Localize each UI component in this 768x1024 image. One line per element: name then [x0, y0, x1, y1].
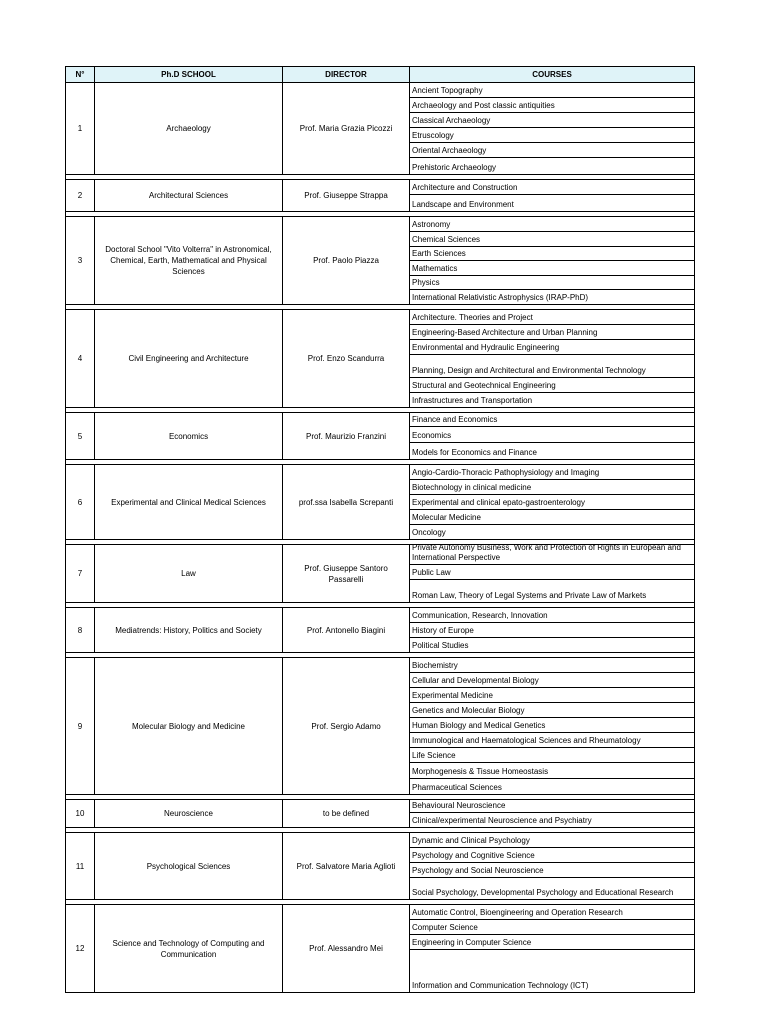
- row-number: 8: [65, 608, 94, 652]
- director-name: Prof. Paolo Piazza: [282, 217, 409, 304]
- director-name: to be defined: [282, 800, 409, 827]
- course-item: Archaeology and Post classic antiquities: [410, 98, 694, 113]
- row-number: 3: [65, 217, 94, 304]
- course-item: Architecture. Theories and Project: [410, 310, 694, 325]
- courses-cell: [409, 905, 695, 992]
- course-item: Infrastructures and Transportation: [412, 396, 533, 405]
- courses-cell: [409, 465, 695, 539]
- course-item: Biochemistry: [410, 658, 694, 673]
- course-item: Political Studies: [412, 641, 469, 650]
- course-item: Oncology: [412, 528, 446, 537]
- row-number: 4: [65, 310, 94, 407]
- courses-cell: [409, 83, 695, 174]
- course-item: Classical Archaeology: [410, 113, 694, 128]
- row-number: 9: [65, 658, 94, 794]
- course-item: Chemical Sciences: [410, 232, 694, 247]
- course-item: Experimental Medicine: [410, 688, 694, 703]
- course-item: History of Europe: [410, 623, 694, 638]
- director-name: Prof. Salvatore Maria Aglioti: [282, 833, 409, 899]
- course-item: Finance and Economics: [410, 413, 694, 427]
- course-item: Environmental and Hydraulic Engineering: [410, 340, 694, 355]
- school-name: Science and Technology of Computing and Communication: [94, 905, 282, 992]
- header-director: DIRECTOR: [282, 67, 409, 82]
- course-item: Oriental Archaeology: [410, 143, 694, 158]
- course-item: Physics: [410, 276, 694, 290]
- table-row: [65, 608, 695, 653]
- director-name: Prof. Maurizio Franzini: [282, 413, 409, 459]
- table-body: [65, 83, 695, 993]
- course-item: Models for Economics and Finance: [412, 448, 537, 457]
- director-name: Prof. Antonello Biagini: [282, 608, 409, 652]
- course-item: Public Law: [410, 565, 694, 580]
- course-item: Mathematics: [410, 261, 694, 276]
- courses-cell: [409, 217, 695, 304]
- table-row: [65, 545, 695, 603]
- course-item: Structural and Geotechnical Engineering: [410, 378, 694, 393]
- course-item: Etruscology: [410, 128, 694, 143]
- course-item: Earth Sciences: [410, 247, 694, 261]
- course-item: Pharmaceutical Sciences: [412, 783, 502, 792]
- director-name: Prof. Maria Grazia Picozzi: [282, 83, 409, 174]
- table-row: [65, 217, 695, 305]
- courses-cell: [409, 658, 695, 794]
- course-item: Human Biology and Medical Genetics: [410, 718, 694, 733]
- courses-cell: [409, 180, 695, 211]
- courses-cell: [409, 833, 695, 899]
- course-item: Economics: [410, 427, 694, 443]
- table-row: [65, 83, 695, 175]
- school-name: Architectural Sciences: [94, 180, 282, 211]
- courses-cell: [409, 608, 695, 652]
- courses-cell: [409, 413, 695, 459]
- course-item: Engineering-Based Architecture and Urban Planning: [410, 325, 694, 340]
- course-item: Angio-Cardio-Thoracic Pathophysiology and Imaging: [410, 465, 694, 480]
- table-row: [65, 465, 695, 540]
- phd-schools-table: [65, 66, 695, 993]
- course-item: Communication, Research, Innovation: [410, 608, 694, 623]
- school-name: Psychological Sciences: [94, 833, 282, 899]
- course-item: Dynamic and Clinical Psychology: [410, 833, 694, 848]
- course-item: Morphogenesis & Tissue Homeostasis: [410, 763, 694, 779]
- row-number: 7: [65, 545, 94, 602]
- row-number: 2: [65, 180, 94, 211]
- course-item: Planning, Design and Architectural and Environmental Technology: [410, 355, 694, 378]
- courses-cell: [409, 545, 695, 602]
- course-item: Psychology and Social Neuroscience: [410, 863, 694, 878]
- table-row: [65, 905, 695, 993]
- school-name: Law: [94, 545, 282, 602]
- course-item: Behavioural Neuroscience: [410, 800, 694, 813]
- course-item: Engineering in Computer Science: [410, 935, 694, 950]
- director-name: Prof. Enzo Scandurra: [282, 310, 409, 407]
- row-number: 6: [65, 465, 94, 539]
- school-name: Mediatrends: History, Politics and Society: [94, 608, 282, 652]
- director-name: Prof. Alessandro Mei: [282, 905, 409, 992]
- course-item: Information and Communication Technology (ICT): [412, 981, 589, 990]
- school-name: Archaeology: [94, 83, 282, 174]
- courses-cell: [409, 310, 695, 407]
- course-item: Landscape and Environment: [412, 200, 514, 209]
- course-item: Automatic Control, Bioengineering and Operation Research: [410, 905, 694, 920]
- school-name: Experimental and Clinical Medical Sciences: [94, 465, 282, 539]
- course-item: Life Science: [410, 748, 694, 763]
- course-item: Architecture and Construction: [410, 180, 694, 195]
- table-row: [65, 310, 695, 408]
- table-row: [65, 658, 695, 795]
- director-name: Prof. Giuseppe Santoro Passarelli: [282, 545, 409, 602]
- course-item: Computer Science: [410, 920, 694, 935]
- header-school: Ph.D SCHOOL: [94, 67, 282, 82]
- table-row: [65, 180, 695, 212]
- school-name: Molecular Biology and Medicine: [94, 658, 282, 794]
- course-item: Clinical/experimental Neuroscience and Psychiatry: [412, 816, 592, 825]
- school-name: Economics: [94, 413, 282, 459]
- row-number: 12: [65, 905, 94, 992]
- school-name: Civil Engineering and Architecture: [94, 310, 282, 407]
- course-item: Psychology and Cognitive Science: [410, 848, 694, 863]
- course-item: Molecular Medicine: [410, 510, 694, 525]
- course-item: Cellular and Developmental Biology: [410, 673, 694, 688]
- course-item: Private Autonomy Business, Work and Protection of Rights in European and International Perspective: [410, 545, 694, 565]
- header-courses: COURSES: [409, 67, 695, 82]
- course-item: Genetics and Molecular Biology: [410, 703, 694, 718]
- row-number: 11: [65, 833, 94, 899]
- row-number: 10: [65, 800, 94, 827]
- director-name: Prof. Giuseppe Strappa: [282, 180, 409, 211]
- course-item: Biotechnology in clinical medicine: [410, 480, 694, 495]
- course-item: Prehistoric Archaeology: [412, 163, 497, 172]
- header-no: N°: [65, 67, 94, 82]
- course-item: International Relativistic Astrophysics (IRAP-PhD): [412, 293, 589, 302]
- row-number: 1: [65, 83, 94, 174]
- course-item: Social Psychology, Developmental Psychology and Educational Research: [412, 888, 674, 897]
- row-number: 5: [65, 413, 94, 459]
- course-item: Immunological and Haematological Sciences and Rheumatology: [410, 733, 694, 748]
- course-item: Roman Law, Theory of Legal Systems and Private Law of Markets: [412, 591, 647, 600]
- table-header: [65, 66, 695, 83]
- school-name: Doctoral School "Vito Volterra" in Astronomical, Chemical, Earth, Mathematical and Physical Sciences: [94, 217, 282, 304]
- courses-cell: [409, 800, 695, 827]
- course-item: Experimental and clinical epato-gastroenterology: [410, 495, 694, 510]
- director-name: prof.ssa Isabella Screpanti: [282, 465, 409, 539]
- director-name: Prof. Sergio Adamo: [282, 658, 409, 794]
- course-item: Ancient Topography: [410, 83, 694, 98]
- table-row: [65, 833, 695, 900]
- table-row: [65, 800, 695, 828]
- school-name: Neuroscience: [94, 800, 282, 827]
- course-item: Astronomy: [410, 217, 694, 232]
- table-row: [65, 413, 695, 460]
